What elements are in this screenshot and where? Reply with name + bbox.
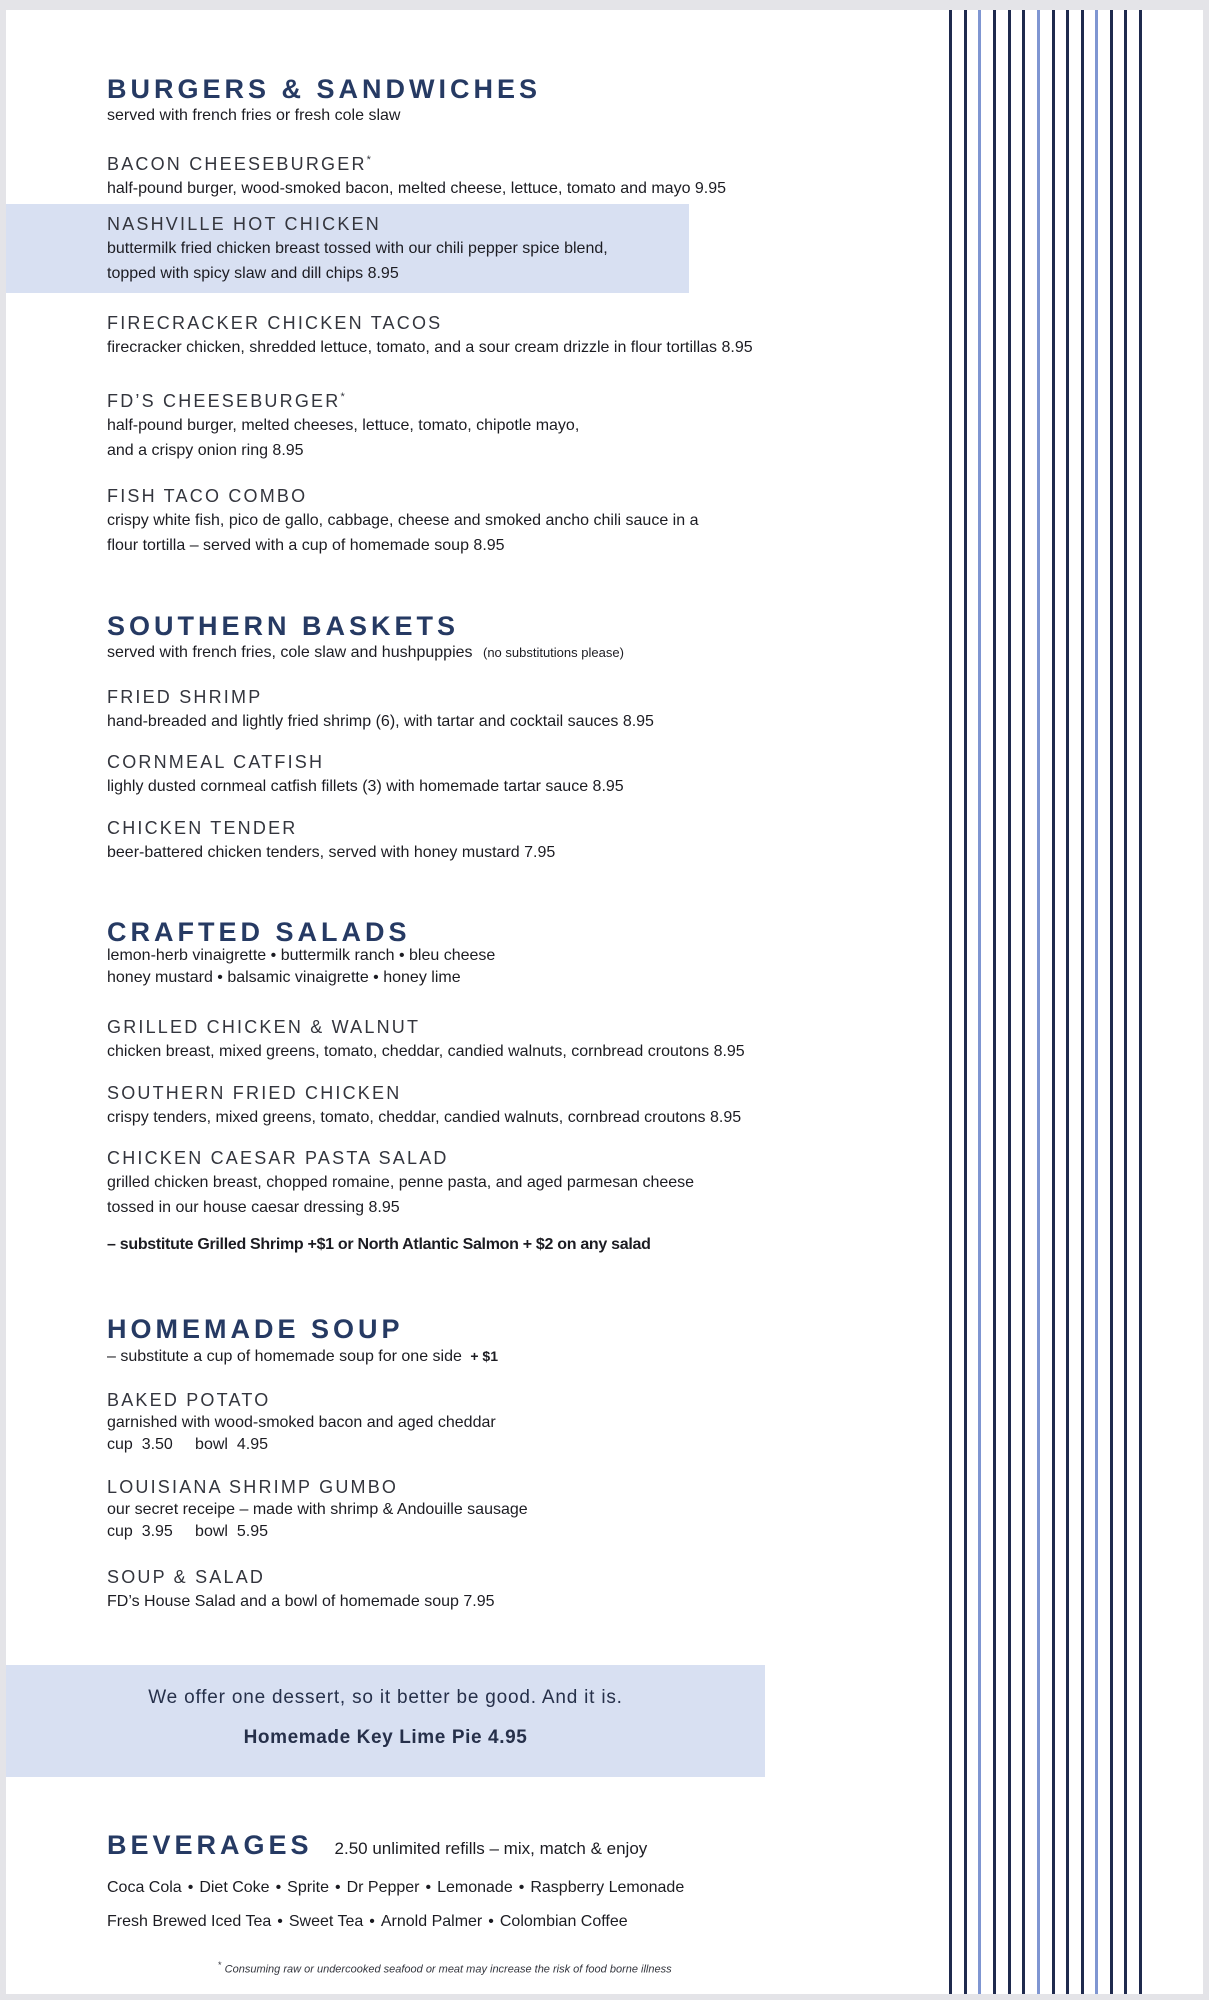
stripe — [1037, 10, 1040, 1994]
item-name: NASHVILLE HOT CHICKEN — [107, 214, 381, 234]
stripe — [1052, 10, 1055, 1994]
item-desc: half-pound burger, melted cheeses, lettuce, tomato, chipotle mayo, — [107, 417, 580, 434]
item-name: CHICKEN TENDER — [107, 818, 298, 838]
decorative-stripes — [6, 10, 1203, 1994]
item-name: BAKED POTATO — [107, 1390, 271, 1410]
beverage-item: Colombian Coffee — [499, 1913, 628, 1930]
item-desc: flour tortilla – served with a cup of homemade soup 8.95 — [107, 537, 505, 554]
asterisk-mark: * — [340, 391, 347, 403]
item-desc: lighly dusted cornmeal catfish fillets (3) with homemade tartar sauce 8.95 — [107, 778, 624, 795]
bullet-separator: • — [425, 1879, 432, 1896]
item-desc: hand-breaded and lightly fried shrimp (6), with tartar and cocktail sauces 8.95 — [107, 713, 654, 730]
item-desc: crispy tenders, mixed greens, tomato, cheddar, candied walnuts, cornbread croutons 8.95 — [107, 1109, 742, 1126]
dressings-line: lemon-herb vinaigrette • buttermilk ranch • bleu cheese — [107, 947, 496, 964]
beverages-title: BEVERAGES — [107, 1830, 313, 1860]
stripe — [1139, 10, 1142, 1994]
dressings-line: honey mustard • balsamic vinaigrette • honey lime — [107, 969, 461, 986]
beverage-item: Diet Coke — [199, 1879, 270, 1896]
beverages-note: 2.50 unlimited refills – mix, match & enjoy — [334, 1839, 648, 1858]
section-subtitle-burgers: served with french fries or fresh cole slaw — [107, 107, 401, 124]
item-name: FRIED SHRIMP — [107, 687, 263, 707]
item-name: CHICKEN CAESAR PASTA SALAD — [107, 1148, 449, 1168]
bullet-separator: • — [187, 1879, 194, 1896]
item-desc: firecracker chicken, shredded lettuce, tomato, and a sour cream drizzle in flour tortillas 8.95 — [107, 339, 753, 356]
bullet-separator: • — [275, 1879, 282, 1896]
soup-subtitle-text: – substitute a cup of homemade soup for one side — [107, 1348, 462, 1365]
item-name: SOUTHERN FRIED CHICKEN — [107, 1083, 402, 1103]
asterisk-mark: * — [366, 154, 374, 166]
beverage-item: Fresh Brewed Iced Tea — [107, 1913, 272, 1930]
stripe — [1081, 10, 1084, 1994]
item-desc: tossed in our house caesar dressing 8.95 — [107, 1199, 400, 1216]
footnote-mark: * — [218, 1960, 222, 1970]
item-price: cup 3.50 bowl 4.95 — [107, 1436, 268, 1453]
baskets-subtitle-text: served with french fries, cole slaw and hushpuppies — [107, 644, 473, 661]
item-name: SOUP & SALAD — [107, 1567, 266, 1587]
item-desc: crispy white fish, pico de gallo, cabbage, cheese and smoked ancho chili sauce in a — [107, 512, 699, 529]
stripe — [1066, 10, 1069, 1994]
salad-substitute-note: – substitute Grilled Shrimp +$1 or North Atlantic Salmon + $2 on any salad — [107, 1236, 651, 1253]
stripe — [949, 10, 952, 1994]
dessert-item: Homemade Key Lime Pie 4.95 — [243, 1727, 528, 1748]
bullet-separator: • — [369, 1913, 375, 1930]
bullet-separator: • — [334, 1879, 341, 1896]
beverage-item: Sprite — [287, 1879, 329, 1896]
section-title-baskets: SOUTHERN BASKETS — [107, 611, 460, 641]
stripe — [964, 10, 967, 1994]
stripe — [1022, 10, 1025, 1994]
item-desc: chicken breast, mixed greens, tomato, cheddar, candied walnuts, cornbread croutons 8.95 — [107, 1043, 745, 1060]
section-title-soup: HOMEMADE SOUP — [107, 1314, 404, 1344]
bullet-separator: • — [518, 1879, 525, 1896]
stripe — [978, 10, 981, 1994]
section-title-salads: CRAFTED SALADS — [107, 917, 411, 947]
menu-page — [6, 10, 1203, 1994]
beverage-item: Lemonade — [437, 1879, 513, 1896]
item-name: BACON CHEESEBURGER — [107, 154, 367, 174]
stripe — [1124, 10, 1127, 1994]
beverage-item: Sweet Tea — [288, 1913, 364, 1930]
bullet-separator: • — [488, 1913, 494, 1930]
beverage-item: Coca Cola — [107, 1879, 182, 1896]
item-desc: garnished with wood-smoked bacon and aged cheddar — [107, 1414, 496, 1431]
item-desc: buttermilk fried chicken breast tossed with our chili pepper spice blend, — [107, 240, 608, 257]
stripe — [1008, 10, 1011, 1994]
item-desc: FD’s House Salad and a bowl of homemade soup 7.95 — [107, 1593, 495, 1610]
beverage-item: Raspberry Lemonade — [530, 1879, 685, 1896]
item-desc: half-pound burger, wood-smoked bacon, melted cheese, lettuce, tomato and mayo 9.95 — [107, 180, 727, 197]
soup-subtitle-price: + $1 — [470, 1348, 498, 1364]
item-desc: topped with spicy slaw and dill chips 8.95 — [107, 265, 399, 282]
stripe — [1110, 10, 1113, 1994]
item-desc: grilled chicken breast, chopped romaine, penne pasta, and aged parmesan cheese — [107, 1174, 695, 1191]
beverage-item: Arnold Palmer — [380, 1913, 483, 1930]
item-desc: our secret receipe – made with shrimp & Andouille sausage — [107, 1501, 528, 1518]
beverage-item: Dr Pepper — [346, 1879, 420, 1896]
bullet-separator: • — [277, 1913, 283, 1930]
item-desc: beer-battered chicken tenders, served with honey mustard 7.95 — [107, 844, 556, 861]
footnote-text: Consuming raw or undercooked seafood or meat may increase the risk of food borne illness — [224, 1963, 672, 1976]
dessert-tagline: We offer one dessert, so it better be good. And it is. — [148, 1687, 623, 1708]
item-name: GRILLED CHICKEN & WALNUT — [107, 1017, 421, 1037]
item-name: LOUISIANA SHRIMP GUMBO — [107, 1477, 399, 1497]
no-substitutions-note: (no substitutions please) — [482, 645, 624, 660]
item-name: FD’S CHEESEBURGER — [107, 391, 341, 411]
item-name: FISH TACO COMBO — [107, 486, 308, 506]
item-name: FIRECRACKER CHICKEN TACOS — [107, 313, 443, 333]
item-desc: and a crispy onion ring 8.95 — [107, 442, 304, 459]
stripe — [993, 10, 996, 1994]
item-price: cup 3.95 bowl 5.95 — [107, 1523, 268, 1540]
item-name: CORNMEAL CATFISH — [107, 752, 325, 772]
stripe — [1095, 10, 1098, 1994]
section-title-burgers: BURGERS & SANDWICHES — [107, 74, 542, 104]
